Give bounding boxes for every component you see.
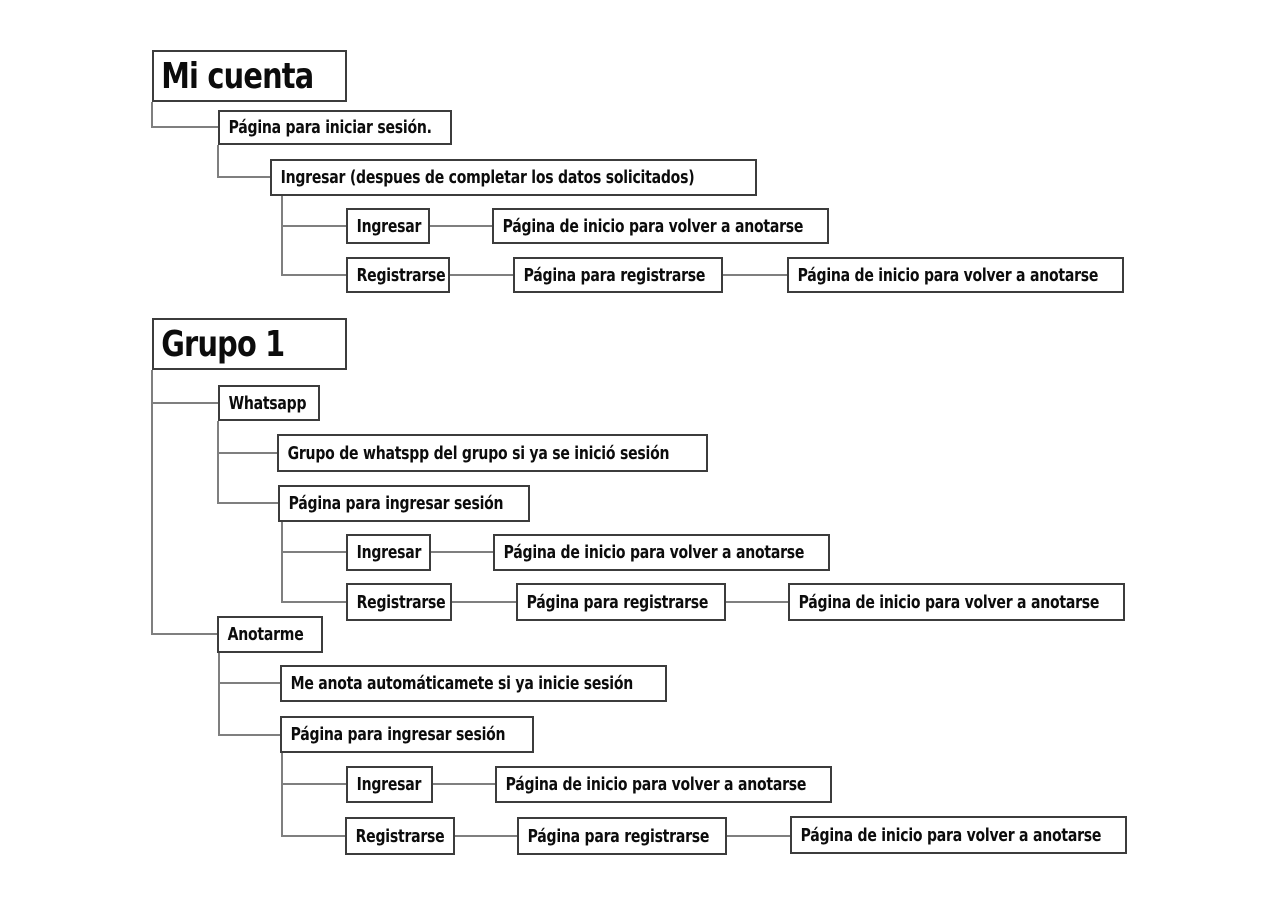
node-mi-cuenta[interactable] bbox=[152, 50, 347, 102]
connector-line bbox=[151, 402, 218, 404]
connector-line bbox=[726, 601, 788, 603]
connector-line bbox=[281, 783, 346, 785]
node-label: Página para registrarse bbox=[526, 591, 709, 613]
node-pagina-registrarse[interactable] bbox=[517, 817, 727, 855]
node-pagina-inicio-volver-anotarse[interactable] bbox=[788, 583, 1125, 621]
connector-line bbox=[218, 653, 220, 736]
node-label: Página para iniciar sesión. bbox=[228, 117, 432, 138]
connector-line bbox=[217, 176, 270, 178]
connector-line bbox=[723, 274, 787, 276]
node-label: Página de inicio para volver a anotarse bbox=[502, 215, 804, 237]
node-ingresar[interactable] bbox=[346, 534, 431, 571]
connector-line bbox=[151, 126, 218, 128]
connector-line bbox=[450, 274, 513, 276]
node-label: Página para registrarse bbox=[527, 825, 710, 847]
node-pagina-iniciar-sesion[interactable] bbox=[218, 110, 452, 145]
connector-line bbox=[218, 734, 280, 736]
node-label: Página de inicio para volver a anotarse bbox=[503, 542, 805, 563]
connector-line bbox=[281, 196, 283, 276]
node-whatsapp[interactable] bbox=[218, 385, 320, 421]
connector-line bbox=[431, 551, 493, 553]
node-ingresar[interactable] bbox=[346, 766, 433, 803]
node-label: Ingresar bbox=[356, 215, 422, 237]
connector-line bbox=[430, 225, 492, 227]
node-label: Página de inicio para volver a anotarse bbox=[800, 824, 1102, 846]
connector-line bbox=[281, 753, 283, 837]
node-registrarse[interactable] bbox=[346, 257, 450, 293]
node-label: Grupo 1 bbox=[161, 323, 285, 365]
connector-line bbox=[217, 452, 277, 454]
node-label: Whatsapp bbox=[228, 392, 307, 414]
node-grupo-whatspp-sesion[interactable] bbox=[277, 434, 708, 472]
node-ingresar[interactable] bbox=[346, 208, 430, 244]
connector-line bbox=[455, 835, 517, 837]
node-label: Ingresar bbox=[356, 774, 422, 795]
node-pagina-ingresar-sesion[interactable] bbox=[280, 716, 534, 753]
connector-line bbox=[281, 225, 346, 227]
node-me-anota-automaticamete[interactable] bbox=[280, 665, 667, 702]
node-label: Grupo de whatspp del grupo si ya se inició sesión bbox=[287, 442, 670, 464]
node-pagina-registrarse[interactable] bbox=[516, 583, 726, 621]
node-label: Anotarme bbox=[227, 624, 304, 645]
connector-line bbox=[452, 601, 516, 603]
connector-line bbox=[281, 274, 346, 276]
node-label: Página de inicio para volver a anotarse bbox=[505, 774, 807, 795]
connector-line bbox=[217, 145, 219, 178]
node-registrarse[interactable] bbox=[346, 583, 452, 621]
node-label: Me anota automáticamete si ya inicie sesión bbox=[290, 673, 634, 694]
node-pagina-inicio-volver-anotarse[interactable] bbox=[492, 208, 829, 244]
node-grupo-1[interactable] bbox=[152, 318, 347, 370]
node-label: Página para registrarse bbox=[523, 264, 706, 286]
connector-line bbox=[281, 601, 346, 603]
node-pagina-registrarse[interactable] bbox=[513, 257, 723, 293]
node-pagina-inicio-volver-anotarse[interactable] bbox=[495, 766, 832, 803]
connector-line bbox=[151, 370, 153, 635]
node-pagina-inicio-volver-anotarse[interactable] bbox=[787, 257, 1124, 293]
connector-line bbox=[151, 102, 153, 128]
node-pagina-inicio-volver-anotarse[interactable] bbox=[493, 534, 830, 571]
node-label: Página de inicio para volver a anotarse bbox=[797, 264, 1099, 286]
node-anotarme[interactable] bbox=[217, 616, 323, 653]
node-label: Ingresar (despues de completar los datos solicitados) bbox=[280, 167, 695, 188]
connector-line bbox=[281, 551, 346, 553]
node-label: Mi cuenta bbox=[161, 55, 314, 97]
connector-line bbox=[281, 835, 345, 837]
node-label: Ingresar bbox=[356, 542, 422, 563]
connector-line bbox=[218, 682, 280, 684]
node-pagina-ingresar-sesion[interactable] bbox=[278, 485, 530, 522]
node-label: Registrarse bbox=[356, 591, 446, 613]
node-ingresar-despues-datos[interactable] bbox=[270, 159, 757, 196]
node-label: Registrarse bbox=[356, 264, 446, 286]
connector-line bbox=[151, 633, 217, 635]
node-label: Página de inicio para volver a anotarse bbox=[798, 591, 1100, 613]
node-pagina-inicio-volver-anotarse[interactable] bbox=[790, 816, 1127, 854]
connector-line bbox=[727, 835, 790, 837]
node-label: Página para ingresar sesión bbox=[290, 724, 506, 745]
node-label: Registrarse bbox=[355, 825, 445, 847]
connector-line bbox=[281, 522, 283, 603]
connector-line bbox=[433, 783, 495, 785]
connector-line bbox=[217, 502, 278, 504]
node-registrarse[interactable] bbox=[345, 817, 455, 855]
node-label: Página para ingresar sesión bbox=[288, 493, 504, 514]
connector-line bbox=[217, 421, 219, 504]
